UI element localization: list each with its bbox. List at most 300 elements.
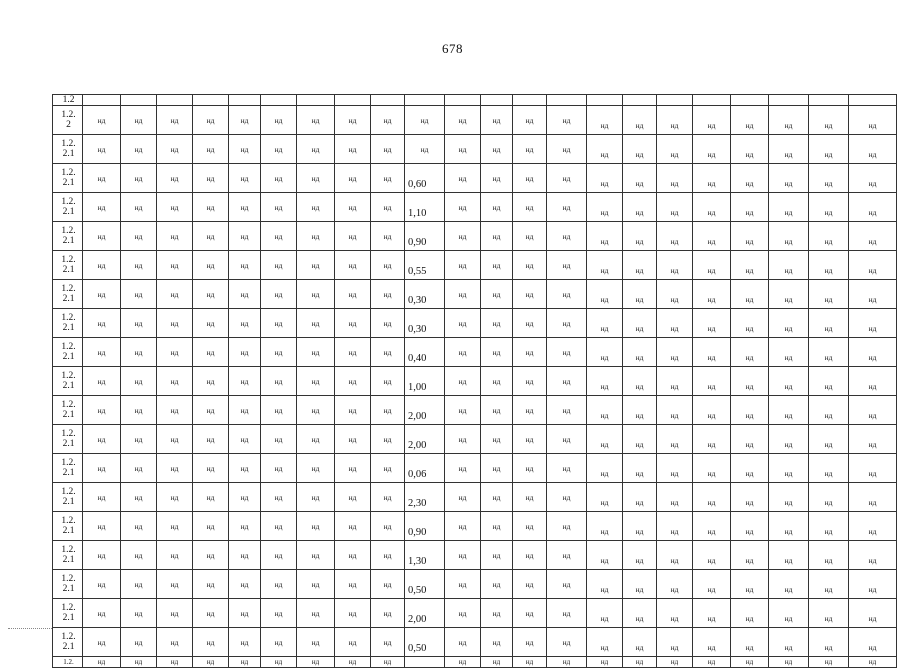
value-cell: 1,10 xyxy=(405,193,445,222)
value-cell: нд xyxy=(405,106,445,135)
table-cell: нд xyxy=(371,657,405,668)
table-cell: нд xyxy=(121,396,157,425)
table-cell: нд xyxy=(849,309,897,338)
table-cell: нд xyxy=(445,106,481,135)
table-cell: нд xyxy=(193,541,229,570)
table-cell: нд xyxy=(157,396,193,425)
table-cell: нд xyxy=(261,338,297,367)
table-cell: нд xyxy=(693,135,731,164)
table-cell: нд xyxy=(229,657,261,668)
table-cell: нд xyxy=(83,483,121,512)
table-cell: нд xyxy=(297,483,335,512)
table-cell: нд xyxy=(693,251,731,280)
table-cell: нд xyxy=(335,106,371,135)
row-code: 1.2. 2.1 xyxy=(53,164,83,193)
table-cell: нд xyxy=(335,193,371,222)
table-row xyxy=(53,454,897,483)
table-cell: нд xyxy=(513,425,547,454)
table-cell: нд xyxy=(261,135,297,164)
table-cell: нд xyxy=(371,483,405,512)
value-cell: 2,00 xyxy=(405,396,445,425)
table-cell: нд xyxy=(193,483,229,512)
row-code: 1.2. 2.1 xyxy=(53,280,83,309)
table-cell: нд xyxy=(623,599,657,628)
table-cell: нд xyxy=(731,425,769,454)
table-cell: нд xyxy=(335,135,371,164)
table-cell: нд xyxy=(445,483,481,512)
table-cell: нд xyxy=(809,657,849,668)
table-cell: нд xyxy=(547,193,587,222)
table-row xyxy=(53,95,897,106)
table-cell: нд xyxy=(335,338,371,367)
table-cell: нд xyxy=(157,251,193,280)
table-cell: нд xyxy=(693,164,731,193)
table-cell: нд xyxy=(809,541,849,570)
table-cell: нд xyxy=(657,164,693,193)
table-cell: нд xyxy=(693,570,731,599)
table-cell: нд xyxy=(623,570,657,599)
table-cell: нд xyxy=(193,599,229,628)
table-cell: нд xyxy=(157,512,193,541)
table-cell: нд xyxy=(445,425,481,454)
table-cell: нд xyxy=(229,106,261,135)
table-cell: нд xyxy=(297,657,335,668)
table-cell: нд xyxy=(731,396,769,425)
table-cell xyxy=(657,95,693,106)
table-cell: нд xyxy=(809,599,849,628)
table-cell: нд xyxy=(547,570,587,599)
table-cell: нд xyxy=(193,512,229,541)
table-cell: нд xyxy=(657,251,693,280)
table-cell: нд xyxy=(587,222,623,251)
table-cell: нд xyxy=(623,541,657,570)
table-cell: нд xyxy=(657,309,693,338)
table-cell: нд xyxy=(297,280,335,309)
value-cell: 0,90 xyxy=(405,222,445,251)
table-cell: нд xyxy=(849,251,897,280)
table-cell: нд xyxy=(261,106,297,135)
table-cell: нд xyxy=(481,657,513,668)
table-cell: нд xyxy=(769,454,809,483)
table-cell: нд xyxy=(693,367,731,396)
value-cell: 0,30 xyxy=(405,280,445,309)
table-row xyxy=(53,657,897,668)
table-cell: нд xyxy=(445,280,481,309)
table-cell: нд xyxy=(513,599,547,628)
table-cell: нд xyxy=(229,251,261,280)
table-cell: нд xyxy=(157,280,193,309)
table-cell: нд xyxy=(157,164,193,193)
table-cell: нд xyxy=(657,338,693,367)
table-cell: нд xyxy=(371,338,405,367)
table-cell: нд xyxy=(83,570,121,599)
table-row xyxy=(53,512,897,541)
table-row xyxy=(53,309,897,338)
table-cell: нд xyxy=(83,222,121,251)
table-cell xyxy=(445,95,481,106)
table-cell: нд xyxy=(261,483,297,512)
table-cell: нд xyxy=(481,222,513,251)
table-cell: нд xyxy=(445,251,481,280)
table-cell: нд xyxy=(335,280,371,309)
table-cell: нд xyxy=(731,657,769,668)
table-cell: нд xyxy=(587,628,623,657)
table-cell: нд xyxy=(769,657,809,668)
table-cell: нд xyxy=(769,425,809,454)
table-row xyxy=(53,425,897,454)
table-cell: нд xyxy=(83,338,121,367)
table-cell: нд xyxy=(297,164,335,193)
table-cell: нд xyxy=(297,135,335,164)
table-cell: нд xyxy=(481,541,513,570)
row-code: 1.2. 2.1 xyxy=(53,367,83,396)
row-code: 1.2. 2.1 xyxy=(53,251,83,280)
table-cell: нд xyxy=(547,425,587,454)
row-code: 1.2 xyxy=(53,95,83,106)
table-cell xyxy=(547,95,587,106)
table-cell: нд xyxy=(731,541,769,570)
table-cell: нд xyxy=(481,135,513,164)
table-cell: нд xyxy=(371,454,405,483)
table-cell: нд xyxy=(513,135,547,164)
table-cell: нд xyxy=(731,483,769,512)
table-cell: нд xyxy=(157,222,193,251)
table-cell: нд xyxy=(809,628,849,657)
table-cell: нд xyxy=(371,367,405,396)
table-cell: нд xyxy=(157,135,193,164)
table-cell: нд xyxy=(657,657,693,668)
table-cell: нд xyxy=(371,164,405,193)
table-cell: нд xyxy=(297,512,335,541)
table-cell: нд xyxy=(121,541,157,570)
table-cell: нд xyxy=(547,367,587,396)
table-cell: нд xyxy=(229,425,261,454)
table-cell: нд xyxy=(849,628,897,657)
table-cell: нд xyxy=(481,599,513,628)
table-cell: нд xyxy=(809,396,849,425)
table-cell: нд xyxy=(261,628,297,657)
table-cell: нд xyxy=(481,570,513,599)
table-cell: нд xyxy=(481,512,513,541)
table-row xyxy=(53,570,897,599)
table-cell xyxy=(731,95,769,106)
table-cell: нд xyxy=(587,280,623,309)
table-cell: нд xyxy=(657,367,693,396)
table-cell: нд xyxy=(731,193,769,222)
table-cell: нд xyxy=(481,396,513,425)
table-cell: нд xyxy=(481,425,513,454)
table-cell: нд xyxy=(809,454,849,483)
table-cell: нд xyxy=(809,106,849,135)
table-cell: нд xyxy=(513,164,547,193)
table-cell xyxy=(405,657,445,668)
table-cell: нд xyxy=(335,483,371,512)
table-cell xyxy=(229,95,261,106)
value-cell: 2,30 xyxy=(405,483,445,512)
table-cell: нд xyxy=(297,222,335,251)
table-cell: нд xyxy=(513,193,547,222)
table-cell: нд xyxy=(445,599,481,628)
table-cell: нд xyxy=(121,106,157,135)
table-cell: нд xyxy=(769,338,809,367)
table-cell: нд xyxy=(657,222,693,251)
table-cell: нд xyxy=(121,570,157,599)
table-cell: нд xyxy=(445,396,481,425)
table-cell: нд xyxy=(335,396,371,425)
row-code: 1.2. xyxy=(53,657,83,668)
table-cell: нд xyxy=(809,222,849,251)
table-cell: нд xyxy=(261,570,297,599)
table-cell: нд xyxy=(121,251,157,280)
table-cell: нд xyxy=(657,541,693,570)
table-cell: нд xyxy=(297,541,335,570)
table-cell: нд xyxy=(261,193,297,222)
table-cell: нд xyxy=(297,309,335,338)
value-cell: нд xyxy=(405,135,445,164)
table-cell: нд xyxy=(731,570,769,599)
table-cell: нд xyxy=(587,309,623,338)
table-cell: нд xyxy=(335,309,371,338)
table-cell: нд xyxy=(809,193,849,222)
table-cell: нд xyxy=(481,309,513,338)
table-cell: нд xyxy=(769,222,809,251)
table-cell: нд xyxy=(335,541,371,570)
table-cell: нд xyxy=(547,483,587,512)
table-cell: нд xyxy=(371,599,405,628)
table-cell: нд xyxy=(849,367,897,396)
table-cell: нд xyxy=(623,309,657,338)
table-cell xyxy=(481,95,513,106)
table-cell: нд xyxy=(657,628,693,657)
table-cell: нд xyxy=(229,338,261,367)
table-cell: нд xyxy=(587,106,623,135)
table-cell: нд xyxy=(83,628,121,657)
table-cell: нд xyxy=(121,454,157,483)
table-cell: нд xyxy=(83,425,121,454)
table-cell: нд xyxy=(547,222,587,251)
table-cell: нд xyxy=(157,541,193,570)
table-cell: нд xyxy=(121,483,157,512)
value-cell: 0,50 xyxy=(405,628,445,657)
table-cell: нд xyxy=(731,251,769,280)
table-cell xyxy=(157,95,193,106)
table-cell: нд xyxy=(547,251,587,280)
table-cell xyxy=(405,95,445,106)
table-cell: нд xyxy=(809,512,849,541)
value-cell: 1,00 xyxy=(405,367,445,396)
table-cell: нд xyxy=(193,309,229,338)
table-cell: нд xyxy=(769,309,809,338)
table-cell: нд xyxy=(809,280,849,309)
table-cell: нд xyxy=(297,425,335,454)
table-cell: нд xyxy=(229,599,261,628)
table-cell: нд xyxy=(335,222,371,251)
table-cell: нд xyxy=(157,454,193,483)
table-cell: нд xyxy=(513,454,547,483)
table-cell: нд xyxy=(849,396,897,425)
table-cell: нд xyxy=(297,454,335,483)
value-cell: 2,00 xyxy=(405,425,445,454)
table-cell: нд xyxy=(193,396,229,425)
value-cell: 1,30 xyxy=(405,541,445,570)
table-cell: нд xyxy=(371,280,405,309)
table-cell: нд xyxy=(121,164,157,193)
table-cell: нд xyxy=(445,628,481,657)
table-cell: нд xyxy=(693,483,731,512)
table-cell: нд xyxy=(229,309,261,338)
table-cell: нд xyxy=(769,396,809,425)
table-cell: нд xyxy=(693,657,731,668)
table-cell: нд xyxy=(809,367,849,396)
table-cell: нд xyxy=(157,425,193,454)
table-cell: нд xyxy=(83,396,121,425)
table-cell: нд xyxy=(769,628,809,657)
table-cell: нд xyxy=(297,367,335,396)
table-cell: нд xyxy=(769,570,809,599)
table-cell: нд xyxy=(693,628,731,657)
table-cell: нд xyxy=(335,628,371,657)
table-row xyxy=(53,193,897,222)
table-cell: нд xyxy=(445,193,481,222)
table-row xyxy=(53,106,897,135)
table-cell: нд xyxy=(229,570,261,599)
table-cell: нд xyxy=(693,309,731,338)
table-cell: нд xyxy=(849,280,897,309)
table-cell: нд xyxy=(731,628,769,657)
table-cell xyxy=(849,95,897,106)
table-cell: нд xyxy=(121,367,157,396)
table-cell: нд xyxy=(229,454,261,483)
table-cell: нд xyxy=(769,135,809,164)
table-cell: нд xyxy=(809,251,849,280)
table-cell: нд xyxy=(657,483,693,512)
table-cell: нд xyxy=(547,454,587,483)
table-cell: нд xyxy=(623,396,657,425)
table-cell xyxy=(371,95,405,106)
table-cell: нд xyxy=(657,106,693,135)
table-cell: нд xyxy=(83,599,121,628)
table-cell: нд xyxy=(587,396,623,425)
table-cell xyxy=(623,95,657,106)
table-cell: нд xyxy=(587,483,623,512)
row-code: 1.2. 2.1 xyxy=(53,135,83,164)
table-cell: нд xyxy=(769,599,809,628)
value-cell: 0,90 xyxy=(405,512,445,541)
table-cell: нд xyxy=(623,628,657,657)
table-cell: нд xyxy=(371,106,405,135)
table-cell: нд xyxy=(229,193,261,222)
row-code: 1.2. 2.1 xyxy=(53,628,83,657)
table-cell: нд xyxy=(481,193,513,222)
table-cell xyxy=(335,95,371,106)
row-code: 1.2. 2.1 xyxy=(53,454,83,483)
table-cell: нд xyxy=(513,541,547,570)
table-cell: нд xyxy=(297,251,335,280)
table-cell: нд xyxy=(849,570,897,599)
table-row xyxy=(53,222,897,251)
table-cell: нд xyxy=(83,309,121,338)
table-row xyxy=(53,628,897,657)
table-cell: нд xyxy=(809,483,849,512)
table-cell: нд xyxy=(121,628,157,657)
table-cell: нд xyxy=(445,135,481,164)
value-cell: 2,00 xyxy=(405,599,445,628)
table-cell: нд xyxy=(261,657,297,668)
table-cell: нд xyxy=(849,338,897,367)
table-row xyxy=(53,396,897,425)
table-cell: нд xyxy=(481,454,513,483)
row-code: 1.2. 2.1 xyxy=(53,483,83,512)
table-cell: нд xyxy=(261,512,297,541)
table-cell: нд xyxy=(623,454,657,483)
table-cell xyxy=(513,95,547,106)
table-cell: нд xyxy=(809,570,849,599)
table-row xyxy=(53,483,897,512)
table-cell: нд xyxy=(657,135,693,164)
table-cell: нд xyxy=(335,454,371,483)
table-cell: нд xyxy=(769,280,809,309)
table-cell: нд xyxy=(587,599,623,628)
table-cell: нд xyxy=(849,541,897,570)
table-cell: нд xyxy=(731,280,769,309)
table-cell: нд xyxy=(513,280,547,309)
table-cell: нд xyxy=(547,106,587,135)
table-row xyxy=(53,280,897,309)
table-cell: нд xyxy=(513,222,547,251)
table-cell: нд xyxy=(121,222,157,251)
table-cell: нд xyxy=(83,454,121,483)
table-cell: нд xyxy=(371,193,405,222)
table-cell: нд xyxy=(297,628,335,657)
table-cell: нд xyxy=(229,280,261,309)
table-cell: нд xyxy=(371,309,405,338)
table-cell: нд xyxy=(121,599,157,628)
table-row xyxy=(53,338,897,367)
table-cell: нд xyxy=(693,222,731,251)
table-cell: нд xyxy=(83,251,121,280)
table-cell: нд xyxy=(513,338,547,367)
table-cell: нд xyxy=(261,222,297,251)
table-cell: нд xyxy=(693,280,731,309)
table-cell: нд xyxy=(513,251,547,280)
value-cell: 0,40 xyxy=(405,338,445,367)
table-cell: нд xyxy=(623,425,657,454)
table-cell: нд xyxy=(849,425,897,454)
table-cell: нд xyxy=(445,657,481,668)
table-cell: нд xyxy=(157,338,193,367)
table-cell: нд xyxy=(849,454,897,483)
table-cell: нд xyxy=(371,222,405,251)
table-row xyxy=(53,541,897,570)
table-cell: нд xyxy=(731,164,769,193)
table-cell: нд xyxy=(623,512,657,541)
table-cell: нд xyxy=(121,338,157,367)
table-cell: нд xyxy=(157,309,193,338)
table-cell: нд xyxy=(261,541,297,570)
table-cell: нд xyxy=(693,396,731,425)
table-cell: нд xyxy=(547,541,587,570)
table-cell: нд xyxy=(481,367,513,396)
table-cell: нд xyxy=(445,222,481,251)
table-cell: нд xyxy=(261,454,297,483)
table-cell: нд xyxy=(657,570,693,599)
table-cell: нд xyxy=(261,396,297,425)
table-cell: нд xyxy=(547,512,587,541)
table-cell: нд xyxy=(693,512,731,541)
table-cell: нд xyxy=(731,338,769,367)
table-cell: нд xyxy=(335,425,371,454)
table-row xyxy=(53,135,897,164)
